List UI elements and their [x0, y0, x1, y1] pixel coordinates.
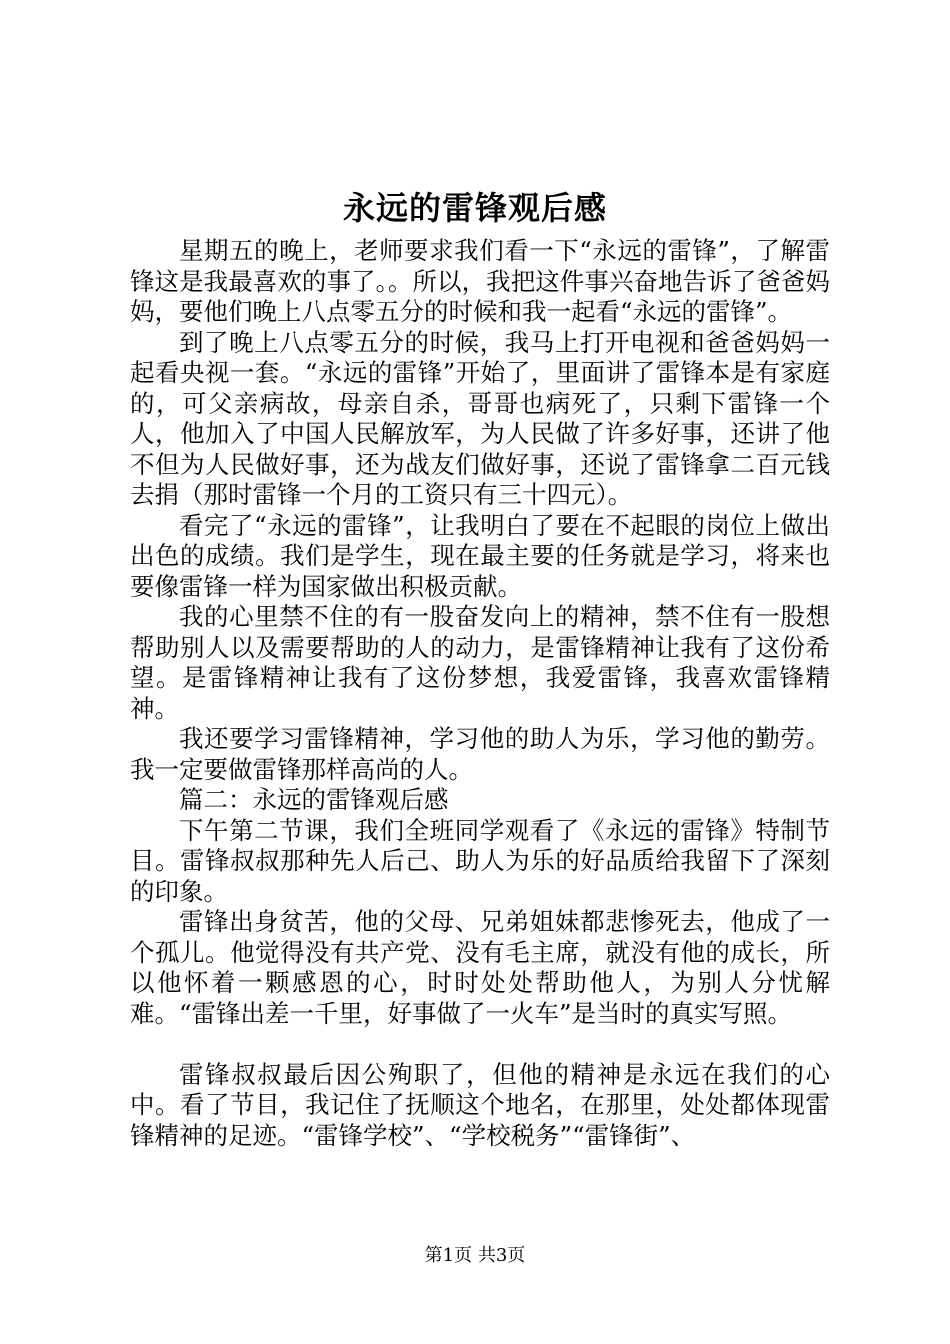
section-heading: 篇二：永远的雷锋观后感	[179, 785, 449, 814]
paragraph-6: 下午第二节课，我们全班同学观看了《永远的雷锋》特制节目。雷锋叔叔那种先人后己、助人为乐的好品质给我留下了深刻的印象。	[130, 815, 830, 906]
paragraph-2: 到了晚上八点零五分的时候，我马上打开电视和爸爸妈妈一起看央视一套。“永远的雷锋”开始了，里面讲了雷锋本是有家庭的，可父亲病故，母亲自杀，哥哥也病死了，只剩下雷锋一个人，他加入了中国人民解放军，为人民做了许多好事，还讲了他不但为人民做好事，还为战友们做好事，还说了雷锋拿二百元钱去捐（那时雷锋一个月的工资只有三十四元）。	[130, 327, 830, 509]
paragraph-7: 雷锋出身贫苦，他的父母、兄弟姐妹都悲惨死去，他成了一个孤儿。他觉得没有共产党、没有毛主席，就没有他的成长，所以他怀着一颗感恩的心，时时处处帮助他人，为别人分忧解难。“雷锋出差一千里，好事做了一火车”是当时的真实写照。	[130, 907, 830, 1028]
paragraph-8: 雷锋叔叔最后因公殉职了，但他的精神是永远在我们的心中。看了节目，我记住了抚顺这个地名，在那里，处处都体现雷锋精神的足迹。“雷锋学校”、“学校税务”“雷锋街”、	[130, 1059, 830, 1150]
paragraph-3: 看完了“永远的雷锋”，让我明白了要在不起眼的岗位上做出出色的成绩。我们是学生，现在最主要的任务就是学习，将来也要像雷锋一样为国家做出积极贡献。	[130, 510, 830, 601]
paragraph-1: 星期五的晚上，老师要求我们看一下“永远的雷锋”，了解雷锋这是我最喜欢的事了。。所以，我把这件事兴奋地告诉了爸爸妈妈，要他们晚上八点零五分的时候和我一起看“永远的雷锋”。	[130, 236, 830, 326]
paragraph-4: 我的心里禁不住的有一股奋发向上的精神，禁不住有一股想帮助别人以及需要帮助的人的动力，是雷锋精神让我有了这份希望。是雷锋精神让我有了这份梦想，我爱雷锋，我喜欢雷锋精神。	[130, 602, 830, 723]
document-body	[130, 236, 830, 1151]
page-title: 永远的雷锋观后感	[342, 189, 607, 227]
page-footer: 第1页 共3页	[424, 1245, 526, 1266]
paragraph-5: 我还要学习雷锋精神，学习他的助人为乐，学习他的勤劳。我一定要做雷锋那样高尚的人。	[130, 724, 830, 784]
